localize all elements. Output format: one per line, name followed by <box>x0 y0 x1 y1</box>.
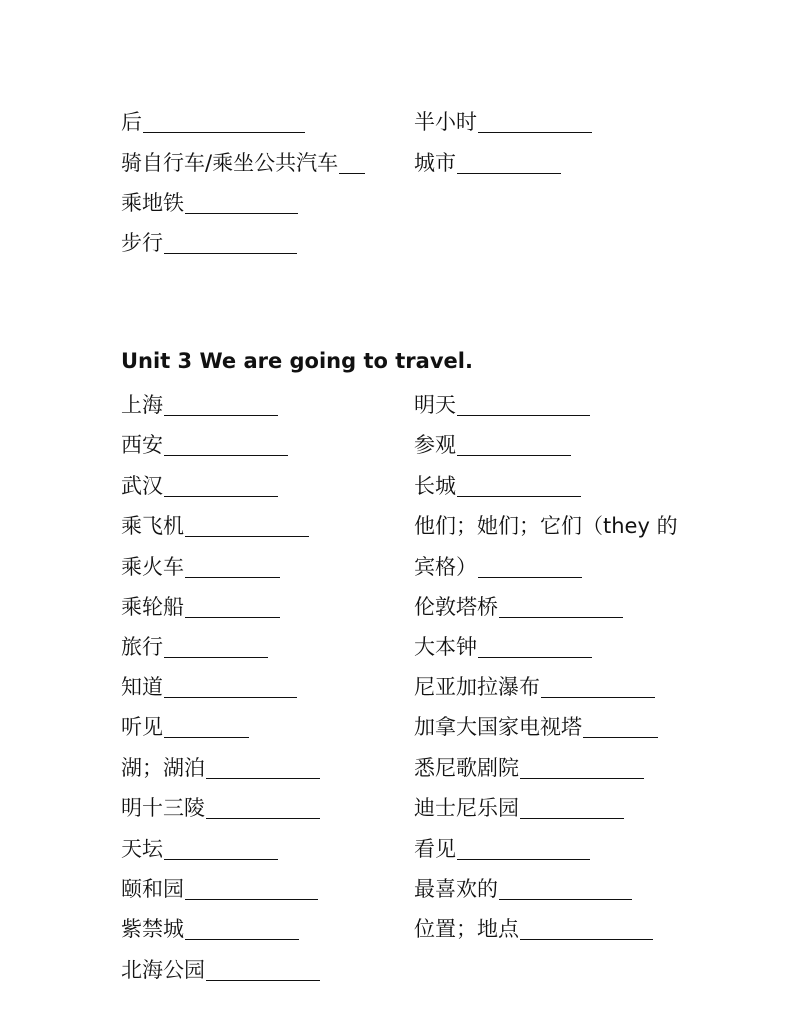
vocab-item <box>121 633 268 661</box>
vocab-label: 武汉 <box>121 474 163 498</box>
vocab-label: 最喜欢的 <box>414 877 498 901</box>
answer-blank[interactable] <box>520 796 624 819</box>
vocab-label: 颐和园 <box>121 877 184 901</box>
answer-blank[interactable] <box>478 110 592 133</box>
vocab-label: 长城 <box>414 474 456 498</box>
answer-blank[interactable] <box>520 917 653 940</box>
vocab-item-city <box>414 149 561 177</box>
vocab-label: 伦敦塔桥 <box>414 595 498 619</box>
vocab-item <box>121 754 320 782</box>
vocab-item <box>121 713 249 741</box>
vocab-label: 乘火车 <box>121 555 184 579</box>
vocab-item <box>414 915 653 943</box>
vocab-item <box>121 431 288 459</box>
answer-blank[interactable] <box>457 837 590 860</box>
vocab-label: 步行 <box>121 231 163 255</box>
vocab-item <box>121 835 278 863</box>
answer-blank[interactable] <box>185 191 298 214</box>
unit-heading: Unit 3 We are going to travel. <box>121 349 473 373</box>
vocab-label: 紫禁城 <box>121 917 184 941</box>
vocab-item <box>414 713 658 741</box>
answer-blank[interactable] <box>478 555 582 578</box>
vocab-label: 明天 <box>414 393 456 417</box>
vocab-label: 城市 <box>414 151 456 175</box>
vocab-label: 加拿大国家电视塔 <box>414 715 582 739</box>
answer-blank[interactable] <box>457 151 561 174</box>
answer-blank[interactable] <box>185 595 280 618</box>
answer-blank[interactable] <box>164 675 297 698</box>
vocab-item <box>121 512 309 540</box>
vocab-item <box>121 553 280 581</box>
vocab-label: 天坛 <box>121 837 163 861</box>
vocab-label: 听见 <box>121 715 163 739</box>
vocab-item <box>414 794 624 822</box>
vocab-label: 后 <box>121 110 142 134</box>
answer-blank[interactable] <box>541 675 655 698</box>
answer-blank[interactable] <box>206 756 320 779</box>
vocab-item-walk <box>121 229 297 257</box>
vocab-item <box>414 431 571 459</box>
vocab-label: 尼亚加拉瀑布 <box>414 675 540 699</box>
vocab-label: 上海 <box>121 393 163 417</box>
answer-blank[interactable] <box>499 595 623 618</box>
vocab-item <box>414 673 655 701</box>
answer-blank[interactable] <box>185 877 318 900</box>
vocab-item <box>414 875 632 903</box>
answer-blank[interactable] <box>164 231 297 254</box>
answer-blank[interactable] <box>185 555 280 578</box>
vocab-item-bike-bus <box>121 149 365 177</box>
vocab-item <box>121 875 318 903</box>
vocab-label: 北海公园 <box>121 958 205 982</box>
vocab-label: 知道 <box>121 675 163 699</box>
vocab-label: 他们；她们；它们（they 的 <box>414 514 678 538</box>
vocab-item <box>121 956 320 984</box>
answer-blank[interactable] <box>206 958 320 981</box>
answer-blank[interactable] <box>164 715 249 738</box>
vocab-item <box>121 391 278 419</box>
answer-blank[interactable] <box>206 796 320 819</box>
vocab-label: 乘地铁 <box>121 191 184 215</box>
answer-blank[interactable] <box>499 877 632 900</box>
vocab-item <box>121 915 299 943</box>
vocab-item-after <box>121 108 305 136</box>
vocab-label: 参观 <box>414 433 456 457</box>
vocab-item-they-line1 <box>414 512 678 540</box>
vocab-item <box>414 391 590 419</box>
answer-blank[interactable] <box>143 110 305 133</box>
vocab-item <box>414 593 623 621</box>
answer-blank[interactable] <box>520 756 644 779</box>
answer-blank[interactable] <box>457 393 590 416</box>
vocab-item <box>414 633 592 661</box>
vocab-item-they-line2 <box>414 553 582 581</box>
vocab-item <box>121 593 280 621</box>
vocab-item <box>414 472 581 500</box>
vocab-item-half-hour <box>414 108 592 136</box>
vocab-label: 宾格） <box>414 555 477 579</box>
vocab-label: 半小时 <box>414 110 477 134</box>
vocab-label: 骑自行车/乘坐公共汽车 <box>121 151 339 175</box>
vocab-label: 大本钟 <box>414 635 477 659</box>
answer-blank[interactable] <box>164 433 288 456</box>
answer-blank[interactable] <box>457 433 571 456</box>
answer-blank[interactable] <box>339 151 365 174</box>
vocab-label: 位置；地点 <box>414 917 519 941</box>
vocab-label: 看见 <box>414 837 456 861</box>
vocab-label: 悉尼歌剧院 <box>414 756 519 780</box>
vocab-label: 旅行 <box>121 635 163 659</box>
vocab-item <box>414 754 644 782</box>
answer-blank[interactable] <box>164 393 278 416</box>
answer-blank[interactable] <box>583 715 658 738</box>
answer-blank[interactable] <box>164 474 278 497</box>
vocab-label: 乘轮船 <box>121 595 184 619</box>
answer-blank[interactable] <box>185 514 309 537</box>
answer-blank[interactable] <box>164 635 268 658</box>
vocab-item <box>121 794 320 822</box>
vocab-item <box>414 835 590 863</box>
answer-blank[interactable] <box>478 635 592 658</box>
vocab-item <box>121 472 278 500</box>
vocab-item-subway <box>121 189 298 217</box>
vocab-label: 乘飞机 <box>121 514 184 538</box>
vocab-label: 迪士尼乐园 <box>414 796 519 820</box>
vocab-label: 西安 <box>121 433 163 457</box>
answer-blank[interactable] <box>164 837 278 860</box>
answer-blank[interactable] <box>185 917 299 940</box>
vocab-item <box>121 673 297 701</box>
vocab-label: 湖；湖泊 <box>121 756 205 780</box>
vocab-label: 明十三陵 <box>121 796 205 820</box>
answer-blank[interactable] <box>457 474 581 497</box>
